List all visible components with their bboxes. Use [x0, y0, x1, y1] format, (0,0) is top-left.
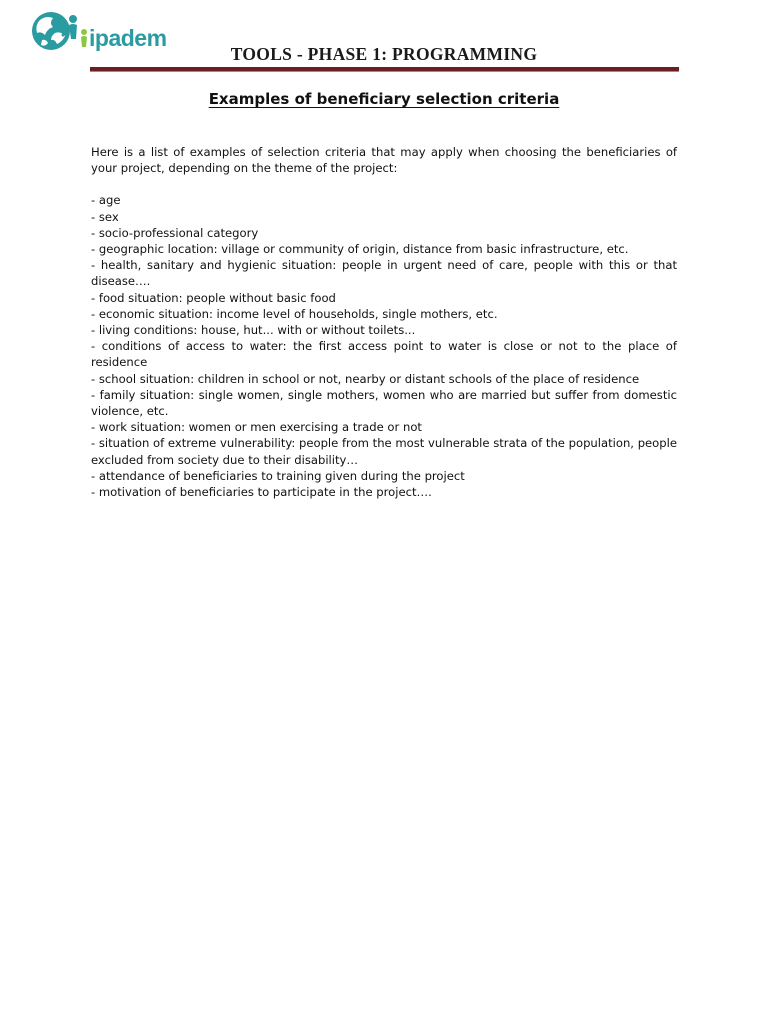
list-item: - food situation: people without basic food — [91, 290, 336, 305]
list-item: - family situation: single women, single mothers, women who are married but suffer from domestic violence, etc. — [91, 387, 677, 419]
list-item: - sex — [91, 209, 119, 224]
list-item: - living conditions: house, hut... with or without toilets... — [91, 323, 416, 338]
list-item: - conditions of access to water: the first access point to water is close or not to the place of residence — [91, 339, 677, 370]
brand-name: ipadem — [89, 25, 167, 51]
list-item: - socio-professional category — [91, 225, 259, 240]
header-divider — [90, 67, 679, 72]
list-item: - health, sanitary and hygienic situation: people in urgent need of care, people with this or that disease…. — [91, 258, 677, 289]
list-item: - economic situation: income level of households, single mothers, etc. — [91, 306, 498, 321]
list-item: - work situation: women or men exercising a trade or not — [91, 420, 422, 435]
list-item: - geographic location: village or community of origin, distance from basic infrastructure, etc. — [91, 242, 629, 257]
intro-paragraph: Here is a list of examples of selection criteria that may apply when choosing the beneficiaries of your project, depending on the theme of the project: — [91, 145, 677, 176]
page-title-text: Examples of beneficiary selection criteria — [208, 90, 560, 108]
list-item: - motivation of beneficiaries to participate in the project…. — [91, 485, 432, 500]
criteria-list — [91, 192, 677, 500]
list-item: - age — [91, 193, 121, 208]
list-item: - situation of extreme vulnerability: people from the most vulnerable strata of the population, people excluded from society due to their disability… — [91, 436, 677, 467]
page-title — [0, 90, 768, 108]
document-body — [91, 144, 677, 500]
header-title: TOOLS - PHASE 1: PROGRAMMING — [230, 44, 538, 64]
list-item: - attendance of beneficiaries to training given during the project — [91, 468, 465, 483]
list-item: - school situation: children in school or not, nearby or distant schools of the place of residence — [91, 371, 640, 386]
